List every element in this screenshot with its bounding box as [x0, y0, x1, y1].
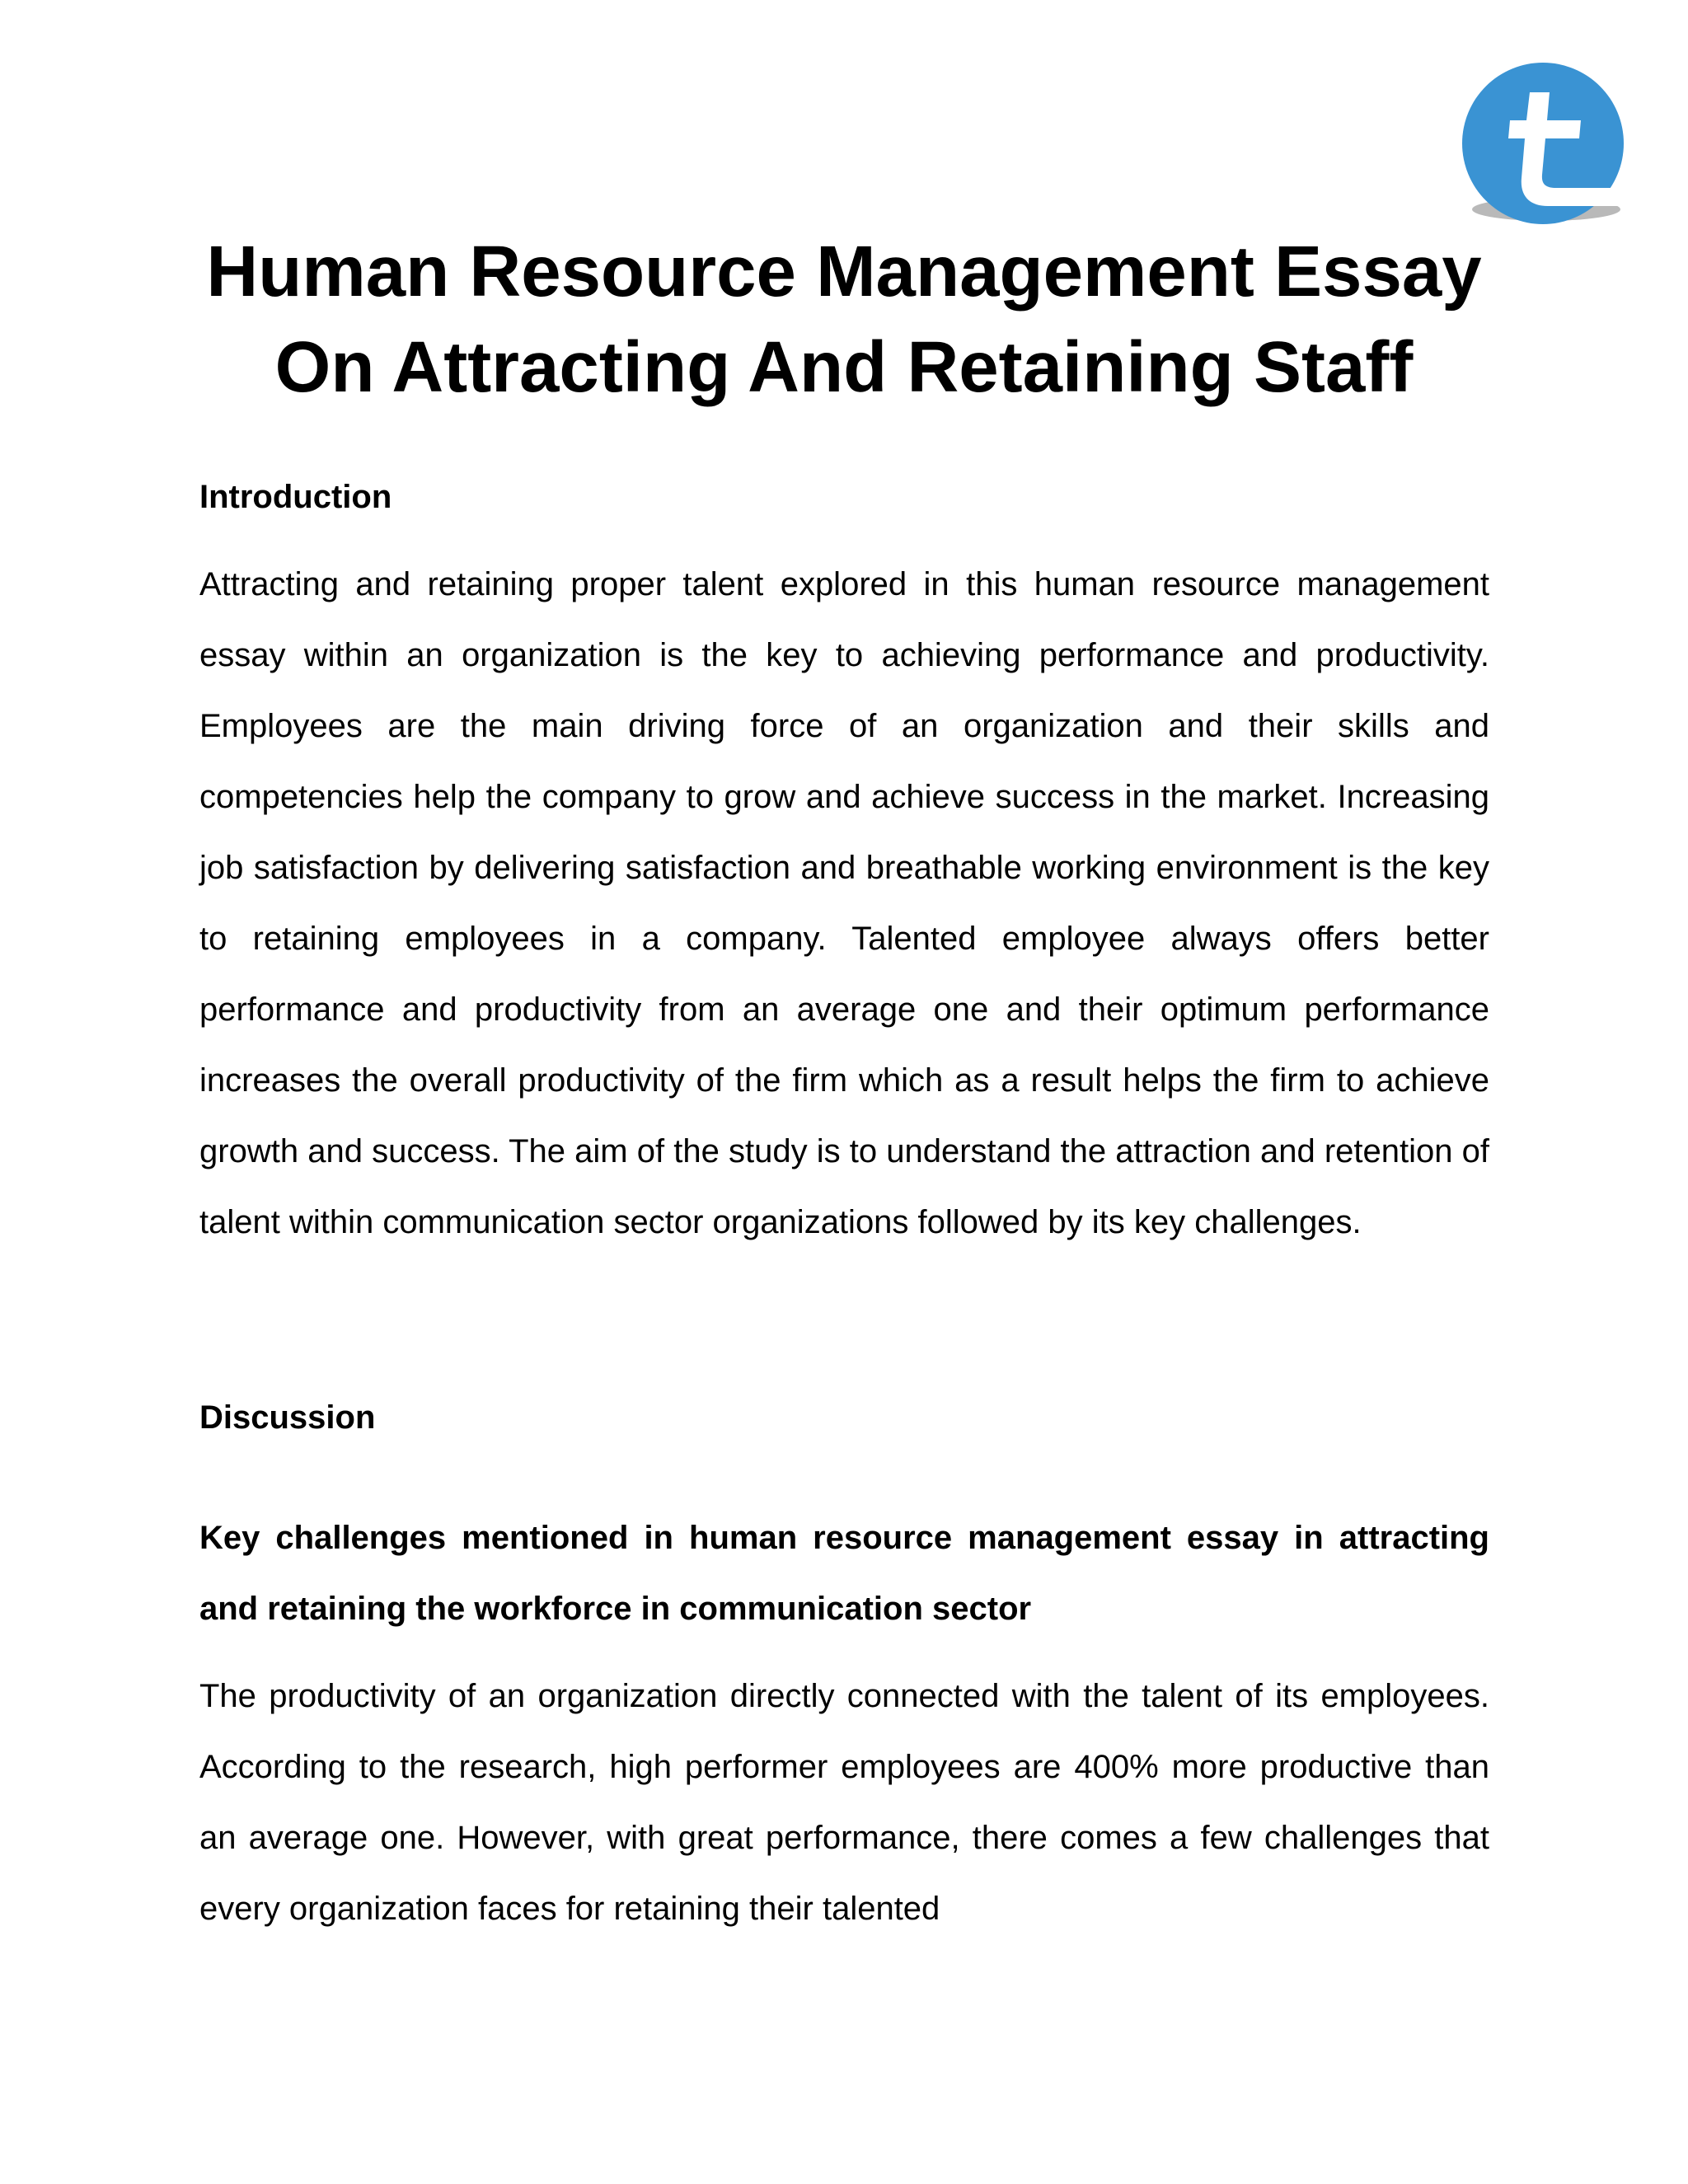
page-title: [115, 224, 1573, 415]
discussion-subheading: Key challenges mentioned in human resource management essay in attracting and retaining the workforce in communication sector: [199, 1520, 1489, 1627]
discussion-section: [199, 1382, 1489, 1944]
introduction-heading: Introduction: [199, 479, 392, 515]
brand-t-logo-icon: [1457, 59, 1627, 229]
discussion-heading: Discussion: [199, 1399, 376, 1436]
introduction-section: [199, 462, 1489, 1258]
discussion-paragraph: The productivity of an organization directly connected with the talent of its employees. According to the research, high performer employees are 400% more productive than an average one. However, with great performance, there comes a few challenges that every organization faces for retaining their talented: [199, 1678, 1489, 1927]
introduction-paragraph: Attracting and retaining proper talent explored in this human resource management essay within an organization is the key to achieving performance and productivity. Employees are the main driving force of an organization and their skills and competencies help the company to grow and achieve success in the market. Increasing job satisfaction by delivering satisfaction and breathable working environment is the key to retaining employees in a company. Talented employee always offers better performance and productivity from an average one and their optimum performance increases the overall productivity of the firm which as a result helps the firm to achieve growth and success. The aim of the study is to understand the attraction and retention of talent within communication sector organizations followed by its key challenges.: [199, 566, 1489, 1240]
title-line-1: Human Resource Management Essay: [206, 232, 1482, 312]
title-line-2: On Attracting And Retaining Staff: [274, 327, 1414, 407]
brand-logo: [1457, 59, 1627, 229]
